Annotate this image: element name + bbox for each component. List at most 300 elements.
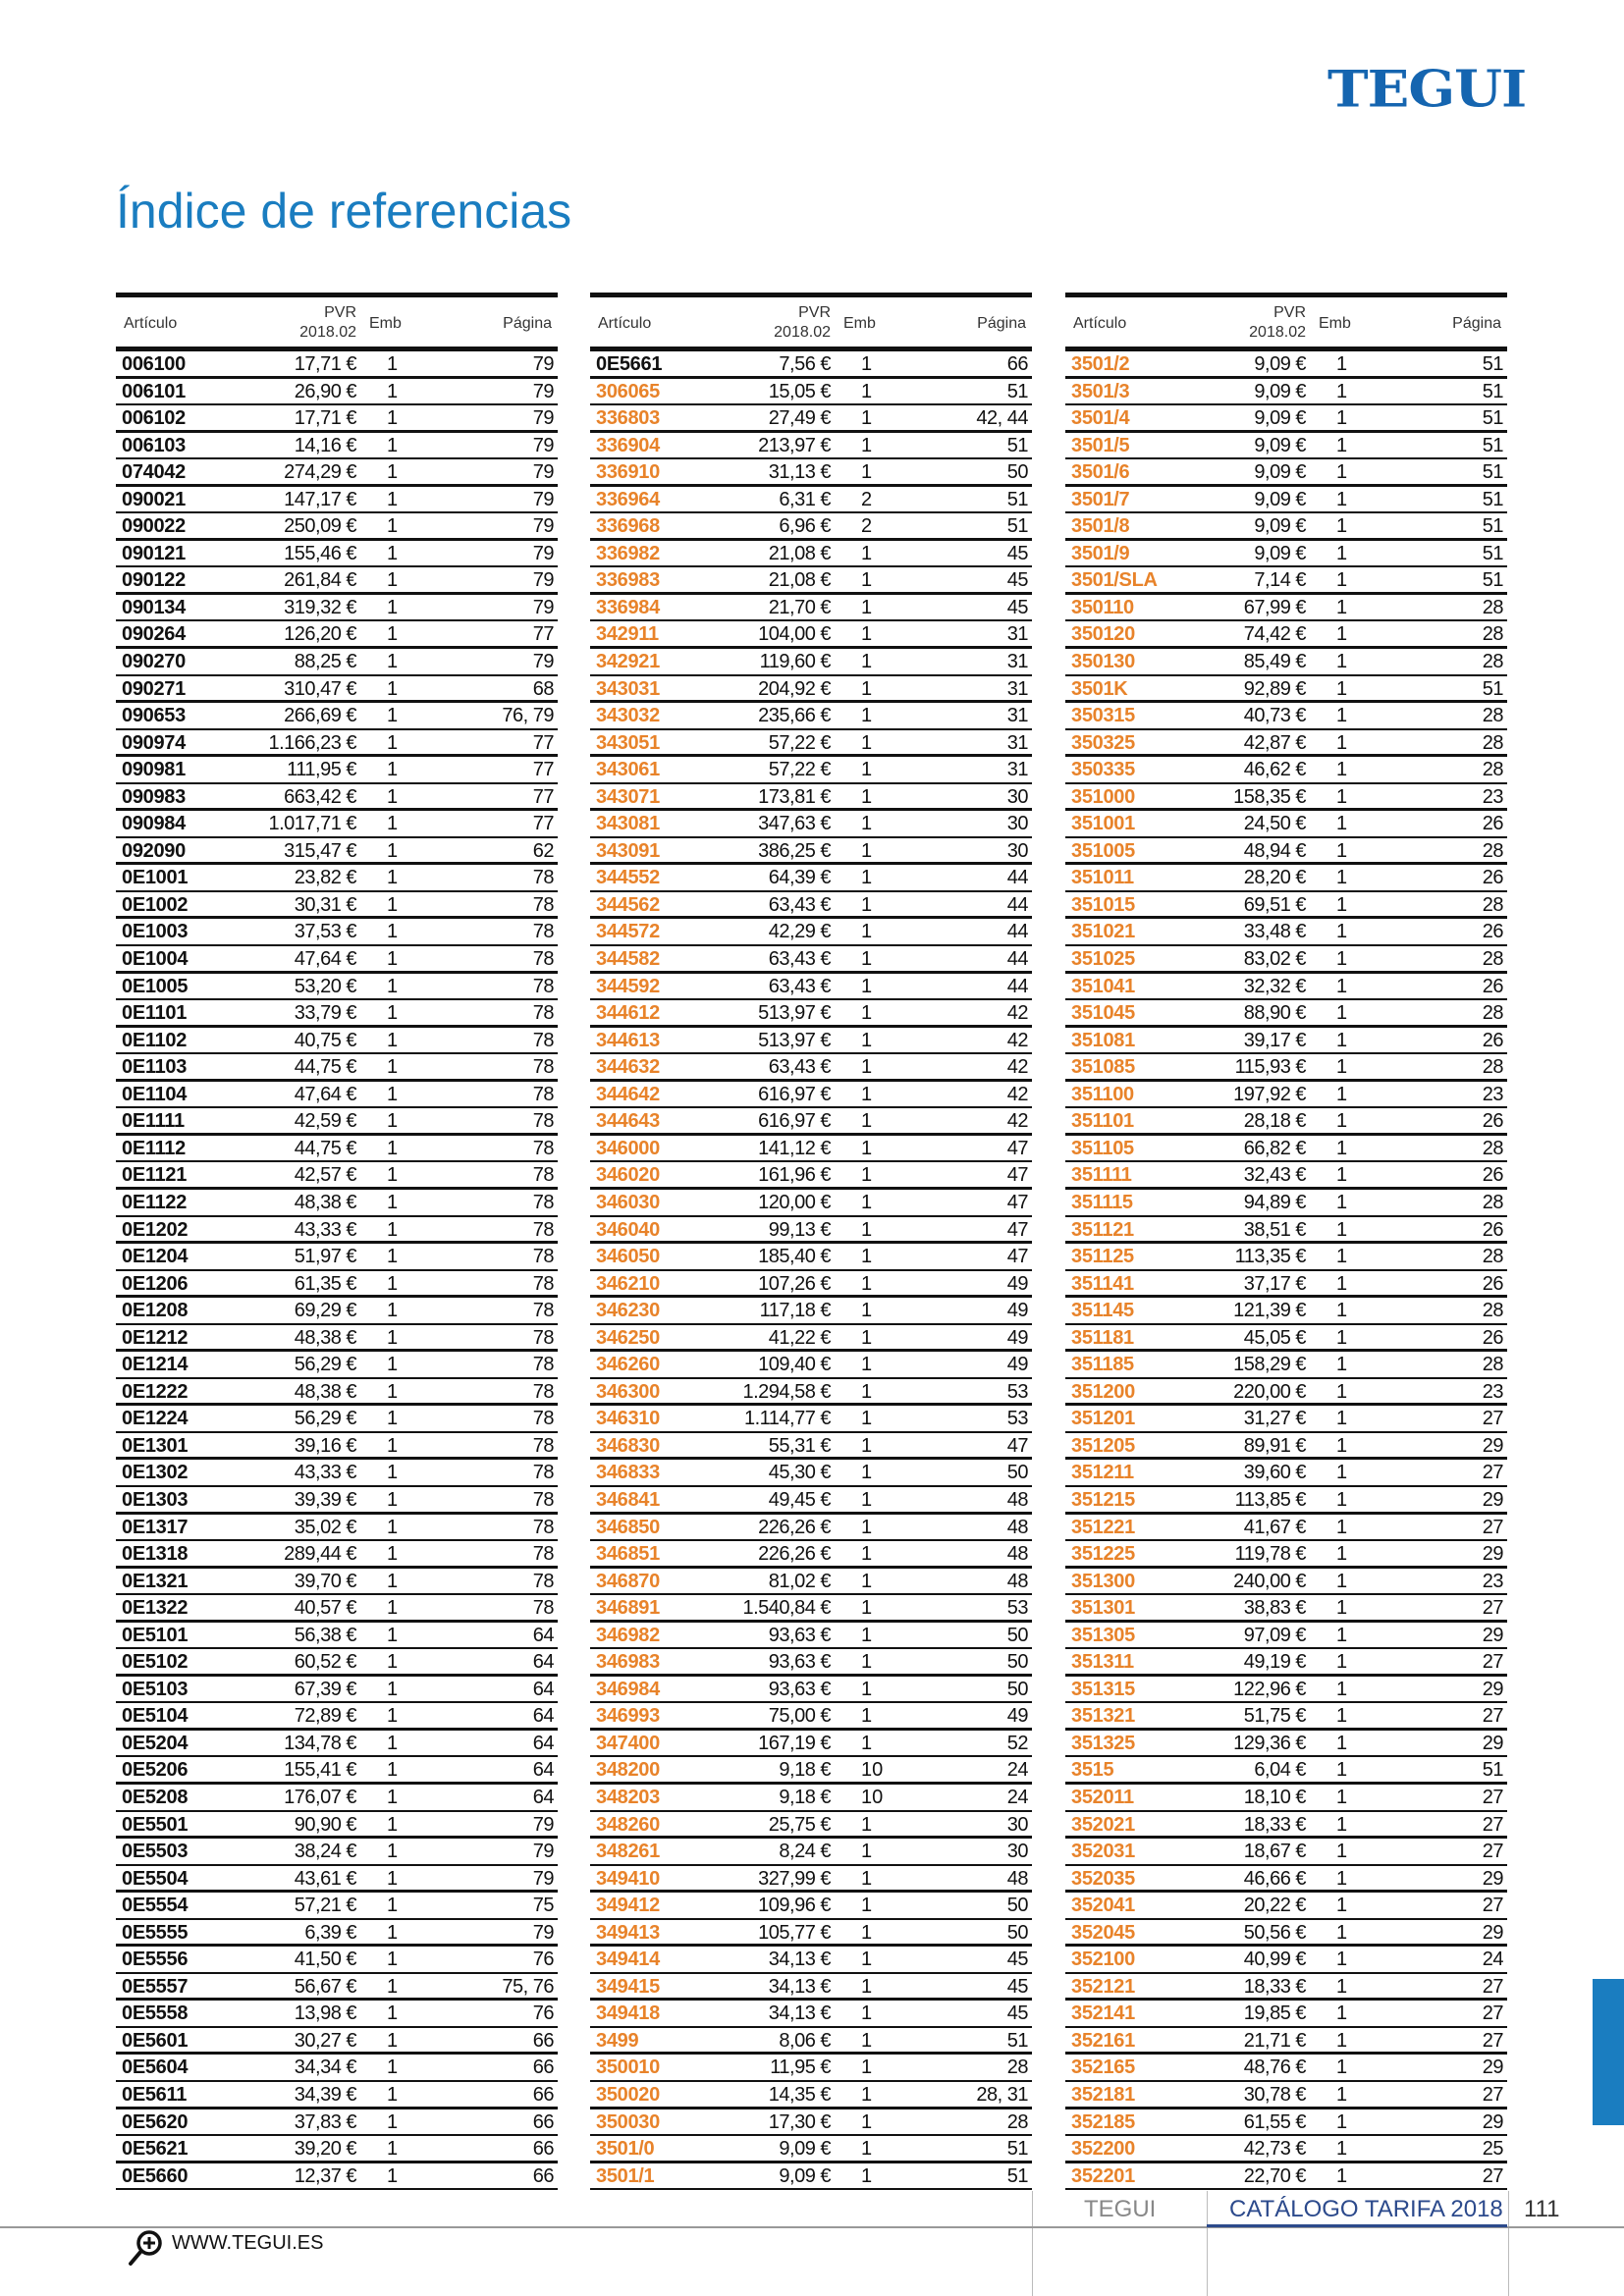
table-row: [116, 621, 558, 649]
article-code: 352201: [1071, 2164, 1135, 2187]
table-row: [116, 1244, 558, 1271]
price: 240,00 €: [1233, 1570, 1306, 1592]
article-code: 343032: [596, 705, 660, 727]
table-row: [590, 1028, 1032, 1055]
pack-qty: 1: [861, 569, 873, 592]
website-link[interactable]: WWW.TEGUI.ES: [172, 2232, 324, 2254]
table-row: [116, 1812, 558, 1840]
pack-qty: 1: [387, 1895, 399, 1917]
article-code: 0E1104: [122, 1083, 188, 1105]
page-ref: 78: [532, 948, 554, 971]
table-row: [116, 811, 558, 838]
pack-qty: 1: [387, 1813, 399, 1836]
pack-qty: 1: [1336, 623, 1348, 646]
article-code: 346000: [596, 1137, 660, 1159]
table-row: [590, 1623, 1032, 1650]
table-row: [590, 541, 1032, 568]
page-ref: 78: [532, 975, 554, 997]
article-code: 346984: [596, 1678, 660, 1700]
pack-qty: 1: [1336, 2164, 1348, 2187]
table-row: [1065, 1379, 1507, 1407]
article-code: 351141: [1071, 1272, 1134, 1295]
page-ref: 30: [1006, 839, 1028, 862]
article-code: 336982: [596, 542, 660, 564]
price: 315,47 €: [284, 839, 356, 862]
price: 56,29 €: [294, 1354, 356, 1376]
article-code: 0E1302: [122, 1462, 189, 1484]
table-row: [116, 1162, 558, 1190]
pack-qty: 1: [387, 1137, 399, 1159]
article-code: 352100: [1071, 1949, 1135, 1971]
price: 513,97 €: [758, 1002, 831, 1025]
pack-qty: 1: [1336, 1354, 1348, 1376]
page-ref: 26: [1482, 1029, 1503, 1051]
page-ref: 51: [1482, 677, 1503, 700]
page-ref: 75: [532, 1895, 554, 1917]
price: 48,38 €: [294, 1191, 356, 1213]
article-code: 0E5621: [122, 2138, 189, 2161]
price: 147,17 €: [284, 488, 356, 510]
table-row: [590, 621, 1032, 649]
article-code: 349415: [596, 1975, 660, 1998]
table-row: [590, 2001, 1032, 2028]
article-code: 336803: [596, 407, 660, 430]
pack-qty: 1: [861, 1300, 873, 1322]
article-code: 351125: [1071, 1246, 1134, 1268]
price: 39,17 €: [1243, 1029, 1306, 1051]
article-code: 0E1224: [122, 1408, 189, 1430]
article-code: 344643: [596, 1110, 660, 1133]
page-ref: 51: [1482, 515, 1503, 538]
pack-qty: 1: [861, 1543, 873, 1566]
page-ref: 78: [532, 1354, 554, 1376]
price: 9,18 €: [779, 1759, 831, 1782]
page-ref: 23: [1482, 785, 1503, 808]
price: 34,13 €: [768, 1975, 831, 1998]
page-ref: 27: [1482, 1516, 1503, 1538]
pack-qty: 1: [1336, 1326, 1348, 1349]
pack-qty: 1: [1336, 2138, 1348, 2161]
pack-qty: 1: [387, 1624, 399, 1646]
pack-qty: 1: [387, 2084, 399, 2106]
pack-qty: 1: [387, 1002, 399, 1025]
page-ref: 78: [532, 1218, 554, 1241]
pack-qty: 1: [1336, 434, 1348, 456]
page-ref: 51: [1482, 353, 1503, 375]
article-code: 351045: [1071, 1002, 1135, 1025]
page-ref: 51: [1482, 1759, 1503, 1782]
page-ref: 78: [532, 1164, 554, 1187]
page-ref: 68: [532, 677, 554, 700]
price: 64,39 €: [768, 867, 831, 889]
page-ref: 42: [1006, 1056, 1028, 1079]
pack-qty: 1: [387, 1921, 399, 1944]
page-ref: 31: [1006, 705, 1028, 727]
pack-qty: 1: [387, 2029, 399, 2052]
table-row: [590, 1298, 1032, 1325]
pack-qty: 1: [1336, 2056, 1348, 2079]
article-code: 342921: [596, 651, 660, 673]
table-row: [116, 892, 558, 920]
article-code: 350020: [596, 2084, 660, 2106]
table-row: [116, 1595, 558, 1623]
header-pvr: [1249, 303, 1306, 343]
pack-qty: 1: [1336, 1841, 1348, 1863]
table-row: [590, 1244, 1032, 1271]
price: 53,20 €: [294, 975, 356, 997]
price: 9,18 €: [779, 1786, 831, 1808]
price: 56,29 €: [294, 1408, 356, 1430]
table-row: [590, 757, 1032, 784]
table-row: [116, 379, 558, 406]
table-row: [1065, 1866, 1507, 1894]
price: 63,43 €: [768, 893, 831, 916]
table-row: [590, 1352, 1032, 1379]
pack-qty: 1: [387, 1949, 399, 1971]
article-code: 0E5103: [122, 1678, 189, 1700]
article-code: 350010: [596, 2056, 660, 2079]
article-code: 351301: [1071, 1597, 1135, 1620]
price: 60,52 €: [294, 1651, 356, 1674]
pack-qty: 1: [861, 893, 873, 916]
page-ref: 29: [1482, 1434, 1503, 1457]
price: 158,35 €: [1233, 785, 1306, 808]
article-code: 346210: [596, 1272, 660, 1295]
page-ref: 49: [1006, 1705, 1028, 1728]
article-code: 351081: [1071, 1029, 1135, 1051]
pack-qty: 1: [387, 596, 399, 618]
page-ref: 26: [1482, 867, 1503, 889]
pack-qty: 1: [861, 2138, 873, 2161]
pack-qty: 1: [1336, 921, 1348, 943]
page-ref: 28, 31: [976, 2084, 1028, 2106]
price: 93,63 €: [768, 1624, 831, 1646]
table-row: [1065, 2082, 1507, 2109]
page-ref: 28: [1482, 1137, 1503, 1159]
pack-qty: 1: [387, 867, 399, 889]
pack-qty: 1: [861, 2084, 873, 2106]
pack-qty: 1: [1336, 596, 1348, 618]
table-row: [116, 1731, 558, 1758]
price: 47,64 €: [294, 1083, 356, 1105]
page-ref: 64: [532, 1624, 554, 1646]
table-row: [1065, 1487, 1507, 1515]
page-ref: 78: [532, 1110, 554, 1133]
article-code: 346020: [596, 1164, 660, 1187]
pack-qty: 1: [387, 813, 399, 835]
price: 28,20 €: [1243, 867, 1306, 889]
price: 26,90 €: [294, 380, 356, 402]
price: 6,04 €: [1254, 1759, 1306, 1782]
price: 43,61 €: [294, 1867, 356, 1890]
price: 74,42 €: [1243, 623, 1306, 646]
table-row: [1065, 1595, 1507, 1623]
price: 42,73 €: [1243, 2138, 1306, 2161]
article-code: 090270: [122, 651, 186, 673]
article-code: 350130: [1071, 651, 1135, 673]
price: 9,09 €: [1254, 542, 1306, 564]
page-ref: 79: [532, 651, 554, 673]
price: 42,59 €: [294, 1110, 356, 1133]
table-row: [116, 1839, 558, 1866]
page-ref: 26: [1482, 1272, 1503, 1295]
article-code: 0E5661: [596, 353, 663, 375]
page-ref: 28: [1482, 1300, 1503, 1322]
page-ref: 78: [532, 893, 554, 916]
pack-qty: 1: [1336, 1975, 1348, 1998]
table-row: [116, 513, 558, 541]
pack-qty: 1: [861, 2164, 873, 2187]
reference-table-2: [590, 293, 1032, 2190]
page-ref: 75, 76: [502, 1975, 554, 1998]
table-row: [1065, 757, 1507, 784]
pack-qty: 1: [861, 975, 873, 997]
table-row: [590, 1082, 1032, 1109]
table-row: [590, 1541, 1032, 1569]
article-code: 336964: [596, 488, 660, 510]
price: 1.166,23 €: [268, 731, 356, 754]
magnifier-plus-icon: [126, 2228, 165, 2268]
table-row: [1065, 1515, 1507, 1542]
table-row: [116, 1974, 558, 2002]
price: 41,50 €: [294, 1949, 356, 1971]
pack-qty: 2: [861, 488, 873, 510]
price: 37,83 €: [294, 2110, 356, 2133]
table-row: [1065, 1325, 1507, 1353]
pack-qty: 1: [387, 1246, 399, 1268]
page-ref: 30: [1006, 813, 1028, 835]
article-code: 346833: [596, 1462, 660, 1484]
header-articulo: Artículo: [598, 315, 652, 332]
price: 119,60 €: [759, 651, 831, 673]
page-ref: 28: [1482, 651, 1503, 673]
price: 9,09 €: [779, 2164, 831, 2187]
pack-qty: 1: [861, 1434, 873, 1457]
page-ref: 78: [532, 1002, 554, 1025]
pack-qty: 1: [1336, 1597, 1348, 1620]
article-code: 0E1204: [122, 1246, 189, 1268]
article-code: 3501/2: [1071, 353, 1130, 375]
reference-table-1: [116, 293, 558, 2190]
table-row: [116, 1271, 558, 1299]
pack-qty: 1: [1336, 1516, 1348, 1538]
price: 61,35 €: [294, 1272, 356, 1295]
article-code: 351321: [1071, 1705, 1135, 1728]
table-row: [590, 730, 1032, 758]
table-row: [1065, 1785, 1507, 1812]
table-row: [590, 1433, 1032, 1461]
article-code: 344612: [596, 1002, 660, 1025]
article-code: 0E1121: [122, 1164, 188, 1187]
page-ref: 27: [1482, 2029, 1503, 2052]
pack-qty: 1: [861, 1705, 873, 1728]
table-row: [1065, 649, 1507, 676]
table-row: [590, 838, 1032, 866]
pack-qty: 1: [861, 1110, 873, 1133]
price: 28,18 €: [1243, 1110, 1306, 1133]
pack-qty: 1: [387, 1570, 399, 1592]
article-code: 352021: [1071, 1813, 1135, 1836]
article-code: 0E1317: [122, 1516, 189, 1538]
page-ref: 51: [1006, 515, 1028, 538]
pack-qty: 1: [387, 1732, 399, 1754]
pack-qty: 1: [861, 1380, 873, 1403]
pack-qty: 1: [861, 1678, 873, 1700]
article-code: 090974: [122, 731, 186, 754]
page-ref: 31: [1006, 759, 1028, 781]
page-ref: 27: [1482, 2164, 1503, 2187]
table-row: [1065, 892, 1507, 920]
article-code: 352035: [1071, 1867, 1135, 1890]
page-ref: 29: [1482, 1921, 1503, 1944]
article-code: 0E1322: [122, 1597, 189, 1620]
article-code: 090122: [122, 569, 186, 592]
price: 155,46 €: [284, 542, 356, 564]
reference-table-3: [1065, 293, 1507, 2190]
price: 40,57 €: [294, 1597, 356, 1620]
pack-qty: 1: [1336, 785, 1348, 808]
table-row: [1065, 1190, 1507, 1217]
price: 126,20 €: [284, 623, 356, 646]
article-code: 351201: [1071, 1408, 1135, 1430]
table-row: [590, 513, 1032, 541]
price: 30,78 €: [1243, 2084, 1306, 2106]
article-code: 349412: [596, 1895, 660, 1917]
price: 57,21 €: [294, 1895, 356, 1917]
article-code: 343031: [596, 677, 660, 700]
price: 6,96 €: [779, 515, 831, 538]
page-ref: 29: [1482, 1678, 1503, 1700]
article-code: 346230: [596, 1300, 660, 1322]
article-code: 0E1202: [122, 1218, 189, 1241]
article-code: 344552: [596, 867, 660, 889]
pack-qty: 1: [1336, 731, 1348, 754]
header-pvr-label: PVR: [1273, 304, 1306, 321]
footer-catalog-underline: [1207, 2224, 1507, 2227]
price: 11,95 €: [770, 2056, 831, 2079]
pack-qty: 1: [1336, 1488, 1348, 1511]
article-code: 336910: [596, 461, 660, 484]
price: 18,67 €: [1243, 1841, 1306, 1863]
price: 1.540,84 €: [742, 1597, 831, 1620]
article-code: 347400: [596, 1732, 660, 1754]
pack-qty: 1: [387, 1272, 399, 1295]
table-row: [1065, 1893, 1507, 1920]
page-ref: 28: [1482, 1191, 1503, 1213]
article-code: 0E5504: [122, 1867, 189, 1890]
article-code: 0E5556: [122, 1949, 189, 1971]
price: 63,43 €: [768, 975, 831, 997]
page-ref: 24: [1006, 1786, 1028, 1808]
page-ref: 78: [532, 1326, 554, 1349]
article-code: 346983: [596, 1651, 660, 1674]
table-row: [116, 2082, 558, 2109]
pack-qty: 1: [861, 1488, 873, 1511]
pack-qty: 1: [387, 2164, 399, 2187]
page-ref: 51: [1006, 380, 1028, 402]
table-row: [590, 1054, 1032, 1082]
pack-qty: 1: [387, 1083, 399, 1105]
page-ref: 26: [1482, 813, 1503, 835]
article-code: 352121: [1071, 1975, 1135, 1998]
table-row: [1065, 1406, 1507, 1433]
table-row: [116, 946, 558, 974]
table-row: [1065, 1677, 1507, 1704]
table-row: [1065, 1947, 1507, 1974]
table-row: [116, 1108, 558, 1136]
article-code: 351100: [1071, 1083, 1134, 1105]
table-row: [1065, 1569, 1507, 1596]
price: 17,71 €: [294, 353, 356, 375]
article-code: 346030: [596, 1191, 660, 1213]
pack-qty: 1: [1336, 705, 1348, 727]
table-row: [116, 757, 558, 784]
table-row: [116, 1433, 558, 1461]
pack-qty: 1: [861, 623, 873, 646]
price: 32,32 €: [1243, 975, 1306, 997]
table-row: [116, 2109, 558, 2137]
pack-qty: 1: [1336, 1300, 1348, 1322]
footer-brand: TEGUI: [1084, 2196, 1157, 2222]
pack-qty: 1: [1336, 948, 1348, 971]
table-row: [116, 974, 558, 1001]
article-code: 346310: [596, 1408, 660, 1430]
pack-qty: 1: [1336, 1921, 1348, 1944]
price: 616,97 €: [758, 1110, 831, 1133]
pack-qty: 1: [861, 2002, 873, 2025]
article-code: 006101: [122, 380, 186, 402]
article-code: 006100: [122, 353, 186, 375]
table-row: [116, 838, 558, 866]
table-row: [116, 1785, 558, 1812]
article-code: 0E1212: [122, 1326, 189, 1349]
table-row: [590, 1325, 1032, 1353]
article-code: 3501/0: [596, 2138, 655, 2161]
pack-qty: 1: [861, 2056, 873, 2079]
pack-qty: 1: [1336, 1002, 1348, 1025]
page-ref: 29: [1482, 1543, 1503, 1566]
tegui-logo: TEGUI: [1327, 59, 1527, 120]
article-code: 090021: [122, 488, 186, 510]
page-ref: 30: [1006, 785, 1028, 808]
article-code: 090981: [122, 759, 186, 781]
price: 48,38 €: [294, 1326, 356, 1349]
price: 31,13 €: [768, 461, 831, 484]
article-code: 346841: [596, 1488, 660, 1511]
table-row: [116, 1920, 558, 1948]
article-code: 351000: [1071, 785, 1135, 808]
pack-qty: 1: [387, 731, 399, 754]
article-code: 351085: [1071, 1056, 1135, 1079]
page-ref: 78: [532, 1272, 554, 1295]
article-code: 0E1102: [122, 1029, 188, 1051]
page-ref: 44: [1006, 975, 1028, 997]
page-ref: 24: [1482, 1949, 1503, 1971]
price: 44,75 €: [294, 1056, 356, 1079]
pack-qty: 1: [861, 785, 873, 808]
pack-qty: 1: [387, 1516, 399, 1538]
page-ref: 27: [1482, 2084, 1503, 2106]
pack-qty: 1: [387, 1300, 399, 1322]
pack-qty: 1: [861, 1462, 873, 1484]
table-row: [1065, 838, 1507, 866]
page-ref: 26: [1482, 1218, 1503, 1241]
article-code: 0E1003: [122, 921, 189, 943]
price: 32,43 €: [1243, 1164, 1306, 1187]
page-ref: 28: [1482, 731, 1503, 754]
page-ref: 78: [532, 921, 554, 943]
table-row: [116, 1028, 558, 1055]
